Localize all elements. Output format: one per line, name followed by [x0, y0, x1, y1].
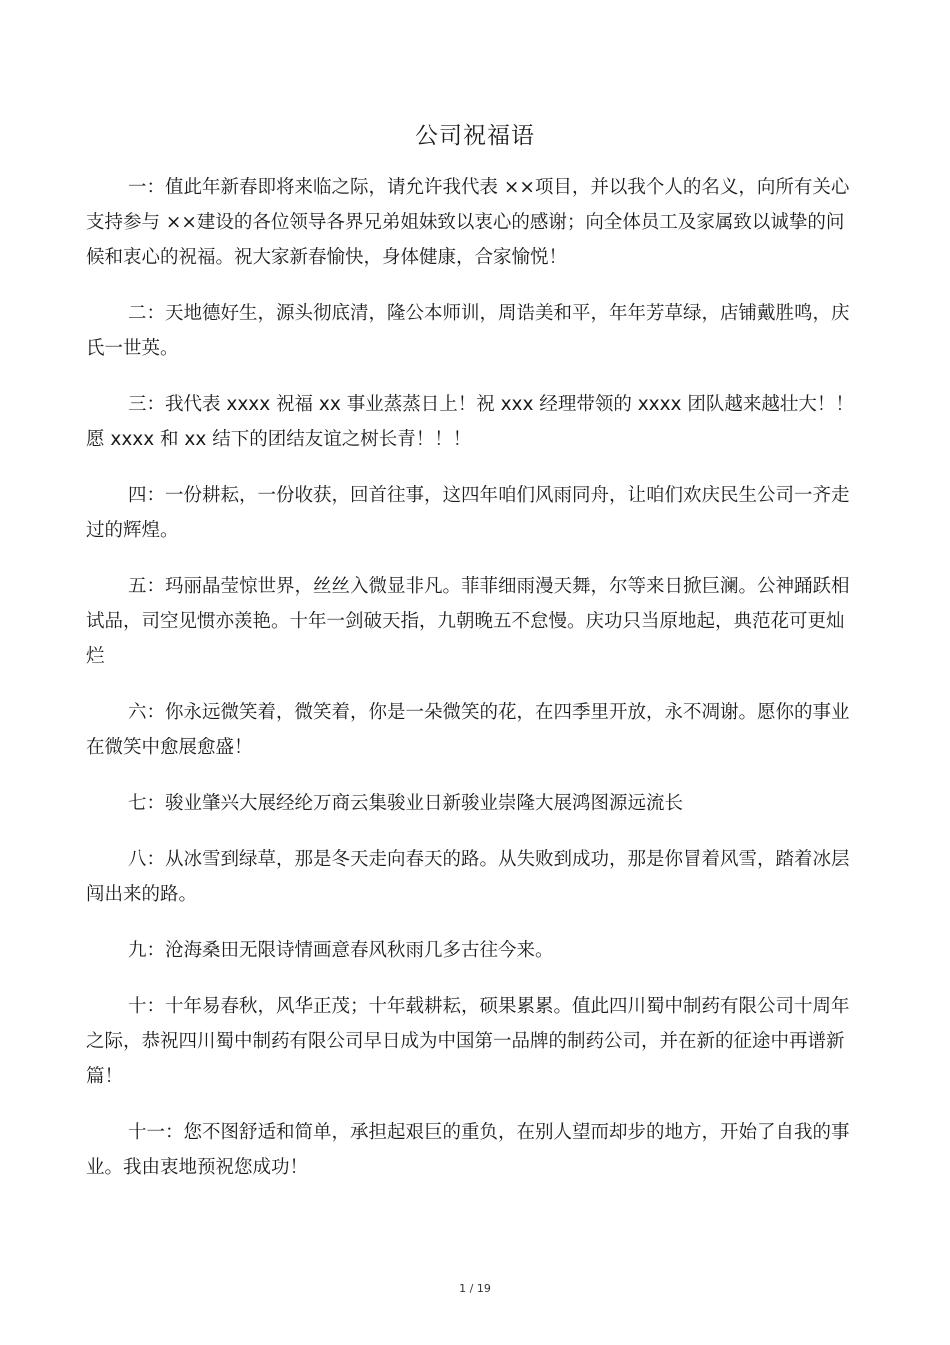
- document-title: 公司祝福语: [415, 123, 535, 149]
- paragraph-10: 十：十年易春秋，风华正茂；十年载耕耘，硕果累累。值此四川蜀中制药有限公司十周年之际，恭祝四川蜀中制药有限公司早日成为中国第一品牌的制药公司，并在新的征途中再谱新篇！: [86, 996, 850, 1087]
- paragraph-1: 一：值此年新春即将来临之际，请允许我代表 ××项目，并以我个人的名义，向所有关心支持参与 ××建设的各位领导各界兄弟姐妹致以衷心的感谢；向全体员工及家属致以诚挚的问候和衷心的祝福。祝大家新春愉快，身体健康，合家愉悦！: [86, 177, 850, 268]
- paragraph-4: 四：一份耕耘，一份收获，回首往事，这四年咱们风雨同舟，让咱们欢庆民生公司一齐走过的辉煌。: [86, 485, 850, 541]
- paragraph-2: 二：天地德好生，源头彻底清，隆公本师训，周诰美和平，年年芳草绿，店铺戴胜鸣，庆氏一世英。: [86, 303, 850, 359]
- paragraph-7: 七：骏业肇兴大展经纶万商云集骏业日新骏业崇隆大展鸿图源远流长: [128, 793, 684, 814]
- paragraph-3: 三：我代表 xxxx 祝福 xx 事业蒸蒸日上！祝 xxx 经理带领的 xxxx 团队越来越壮大！！愿 xxxx 和 xx 结下的团结友谊之树长青！！！: [86, 394, 854, 450]
- document-body: [86, 170, 861, 1206]
- page-indicator: 1 / 19: [459, 1282, 491, 1295]
- paragraph-6: 六：你永远微笑着，微笑着，你是一朵微笑的花，在四季里开放，永不凋谢。愿你的事业在微笑中愈展愈盛！: [86, 702, 850, 758]
- paragraph-11: 十一：您不图舒适和简单，承担起艰巨的重负，在别人望而却步的地方，开始了自我的事业。我由衷地预祝您成功！: [86, 1122, 850, 1178]
- paragraph-5: 五：玛丽晶莹惊世界，丝丝入微显非凡。菲菲细雨漫天舞，尔等来日掀巨澜。公神踊跃相试品，司空见惯亦羡艳。十年一剑破天指，九朝晚五不怠慢。庆功只当原地起，典范花可更灿烂: [86, 576, 850, 667]
- paragraph-9: 九：沧海桑田无限诗情画意春风秋雨几多古往今来。: [128, 940, 554, 961]
- paragraph-8: 八：从冰雪到绿草，那是冬天走向春天的路。从失败到成功，那是你冒着风雪，踏着冰层闯出来的路。: [86, 849, 850, 905]
